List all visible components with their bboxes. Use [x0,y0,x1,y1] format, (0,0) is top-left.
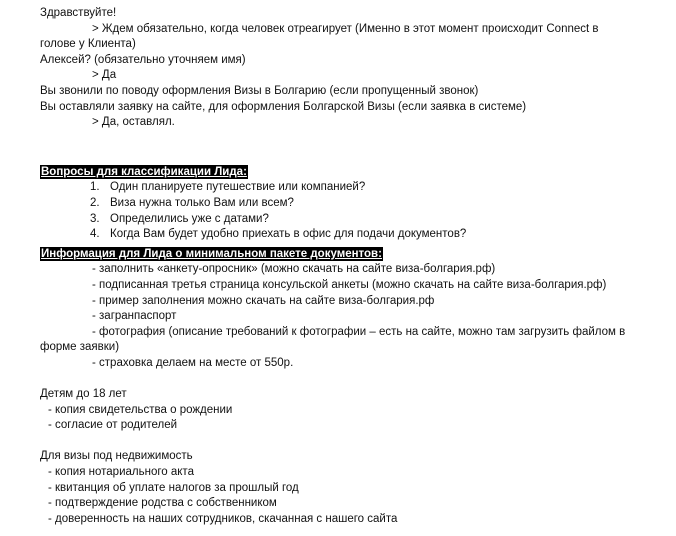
spacer [40,131,640,165]
left-reply: > Да, оставлял. [92,116,175,129]
list-number: 2. [90,196,100,209]
list-item: - фотография (описание требований к фотографии – есть на сайте, можно там загрузить файлом в [92,325,626,338]
list-item: - подтверждение родства с собственником [48,497,277,510]
list-number: 3. [90,212,100,225]
list-item [40,212,640,228]
list-item: - согласие от родителей [48,419,178,432]
list-item: - загранпаспорт [92,310,177,323]
spacer [40,371,640,387]
list-item [40,180,640,196]
children-title: Детям до 18 лет [40,388,127,401]
list-item-text: Виза нужна только Вам или всем? [110,196,294,209]
list-item: - доверенность на наших сотрудников, скачанная с нашего сайта [48,512,398,525]
document-body [40,6,640,527]
list-item-cont: форме заявки) [40,341,120,354]
list-item [40,196,640,212]
request-question: Вы оставляли заявку на сайте, для оформления Болгарской Визы (если заявка в системе) [40,100,527,113]
qualification-heading: Вопросы для классификации Лида: [41,165,247,178]
documents-heading: Информация для Лида о минимальном пакете документов: [41,247,382,260]
call-question: Вы звонили по поводу оформления Визы в Болгарию (если пропущенный звонок) [40,84,479,97]
list-item-text: Определились уже с датами? [110,212,269,225]
greeting-text: Здравствуйте! [40,7,117,19]
yes-reply: > Да [92,69,117,82]
list-item: - копия нотариального акта [48,466,194,479]
qualification-heading-row [40,165,640,181]
list-item: - квитанция об уплате налогов за прошлый год [48,481,299,494]
list-number: 4. [90,228,100,241]
spacer [40,434,640,450]
wait-instruction: > Ждем обязательно, когда человек отреагирует (Именно в этот момент происходит Connect в [92,22,599,35]
wait-instruction-cont: голове у Клиента) [40,38,136,51]
list-item-text: Когда Вам будет удобно приехать в офис для подачи документов? [110,228,467,241]
list-item: - подписанная третья страница консульской анкеты (можно скачать на сайте виза-болгария.рф) [92,278,607,291]
list-item: - копия свидетельства о рождении [48,403,233,416]
list-item-text: Один планируете путешествие или компанией? [110,181,366,194]
property-title: Для визы под недвижимость [40,450,193,463]
name-question: Алексей? (обязательно уточняем имя) [40,53,246,66]
documents-heading-row [40,247,640,263]
list-item [40,227,640,243]
list-item: - пример заполнения можно скачать на сайте виза-болгария.рф [92,294,435,307]
list-item: - страховка делаем на месте от 550р. [92,356,294,369]
list-item: - заполнить «анкету-опросник» (можно скачать на сайте виза-болгария.рф) [92,263,496,276]
list-number: 1. [90,181,100,194]
